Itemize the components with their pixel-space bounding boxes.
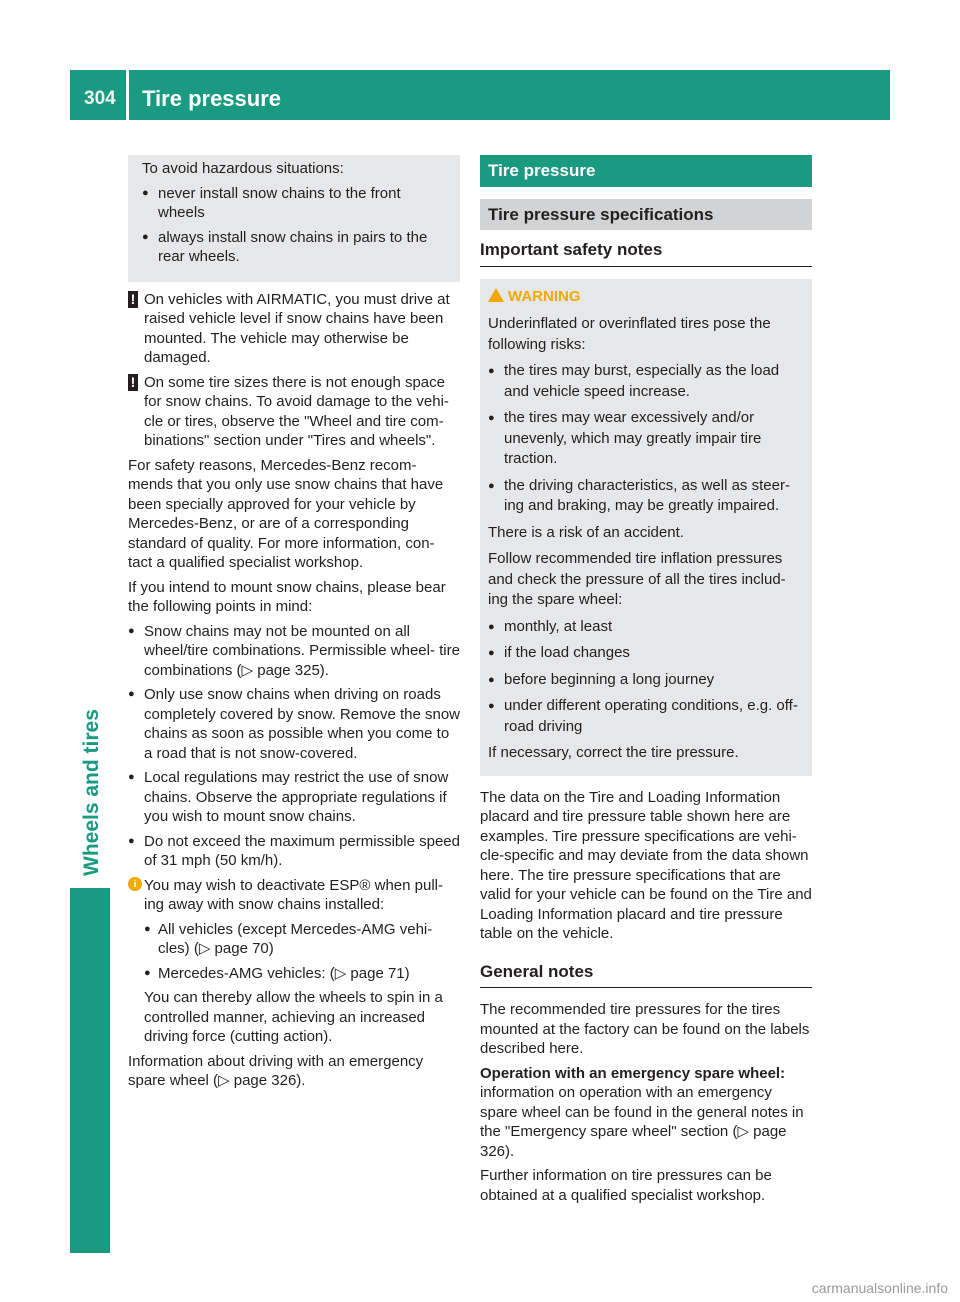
- paragraph: Further information on tire pressures can be obtained at a qualified specialist workshop.: [480, 1167, 772, 1204]
- list-item: ● Local regulations may restrict the use of snow chains. Observe the appropriate regulations if you wish to mount snow chains.: [128, 769, 449, 825]
- list-item: ● Only use snow chains when driving on roads completely covered by snow. Remove the snow chains as soon as possible when you come to a road that is not snow-covered.: [128, 686, 460, 762]
- exclamation-icon: !: [128, 291, 138, 308]
- safety-heading: Important safety notes: [480, 240, 812, 267]
- side-tab-text: Wheels and tires: [80, 709, 103, 876]
- paragraph: You can thereby allow the wheels to spin in a controlled manner, achieving an increased driving force (cutting action).: [144, 989, 443, 1045]
- list-item: ● monthly, at least: [488, 617, 804, 638]
- paragraph: Information about driving with an emergency spare wheel (▷ page 326).: [128, 1052, 424, 1089]
- damage-note: ! On vehicles with AIRMATIC, you must drive at raised vehicle level if snow chains have been mounted. The vehicle may otherwise be damaged.: [128, 290, 460, 368]
- bold-label: Operation with an emergency spare wheel:: [480, 1064, 786, 1082]
- bullet-icon: ●: [128, 771, 135, 783]
- page-title: Tire pressure: [142, 86, 282, 111]
- info-icon: i: [128, 877, 142, 891]
- warning-title: WARNING: [488, 287, 804, 307]
- paragraph: information on operation with an emergency spare wheel can be found in the general notes in the "Emergency spare wheel" section (▷ page 326).: [480, 1084, 804, 1160]
- paragraph: For safety reasons, Mercedes-Benz recom- mends that you only use snow chains that have been specially approved for your vehicle by Mercedes-Benz, or are of a corresponding standard of quality. For more information, con- tact a qualified specialist workshop.: [128, 456, 444, 571]
- exclamation-icon: !: [128, 374, 138, 391]
- warning-box: [480, 279, 812, 776]
- subsection-title: Tire pressure specifications: [480, 199, 812, 231]
- bullet-icon: ●: [488, 365, 495, 377]
- section-title: Tire pressure: [480, 155, 812, 187]
- info-note: i You may wish to deactivate ESP® when pull- ing away with snow chains installed:: [128, 876, 460, 915]
- list-item: ● Do not exceed the maximum permissible speed of 31 mph (50 km/h).: [128, 832, 460, 869]
- bullet-icon: ●: [128, 624, 135, 637]
- warning-triangle-icon: [488, 288, 504, 302]
- bullet-icon: ●: [144, 966, 151, 979]
- damage-note: ! On some tire sizes there is not enough space for snow chains. To avoid damage to the vehi- cle or tires, observe the "Wheel and tire com- binations" section under "Tires and wheels".: [128, 373, 460, 451]
- list-item: ● always install snow chains in pairs to the rear wheels.: [142, 228, 428, 265]
- bullet-icon: ●: [488, 700, 495, 712]
- paragraph: The data on the Tire and Loading Information placard and tire pressure table shown here are examples. Tire pressure specifications are vehi- cle-specific and may deviate from the data shown here. The tire pressure specifications that are valid for your vehicle can be found on the Tire and Loading Information placard and tire pressure table on the vehicle.: [480, 788, 812, 942]
- hazard-intro: To avoid hazardous situations:: [142, 160, 344, 177]
- list-item: ● the tires may wear excessively and/or unevenly, which may greatly impair tire traction.: [488, 409, 762, 467]
- bullet-icon: ●: [128, 688, 135, 700]
- list-item: ● if the load changes: [488, 643, 804, 664]
- bullet-icon: ●: [142, 186, 149, 199]
- list-item: ● under different operating conditions, e.g. off-road driving: [488, 697, 798, 735]
- watermark: carmanualsonline.info: [811, 1280, 948, 1296]
- header-divider: [126, 70, 129, 120]
- list-item: ● before beginning a long journey: [488, 670, 804, 691]
- list-item: ● never install snow chains to the front wheels: [142, 184, 401, 221]
- list-item: ● the driving characteristics, as well as steer- ing and braking, may be greatly impaired.: [488, 476, 790, 514]
- general-heading: General notes: [480, 962, 812, 989]
- paragraph: If necessary, correct the tire pressure.: [488, 744, 739, 761]
- page-header: [70, 70, 890, 120]
- bullet-icon: ●: [142, 230, 149, 243]
- paragraph: Follow recommended tire inflation pressures and check the pressure of all the tires includ- ing the spare wheel:: [488, 550, 786, 608]
- bullet-icon: ●: [488, 620, 495, 633]
- paragraph: [480, 1064, 812, 1084]
- list-item: ● Mercedes-AMG vehicles: (▷ page 71): [144, 964, 410, 982]
- bullet-icon: ●: [128, 834, 135, 847]
- left-column: [128, 155, 460, 1096]
- paragraph: There is a risk of an accident.: [488, 523, 684, 541]
- list-item: ● All vehicles (except Mercedes-AMG vehi- cles) (▷ page 70): [144, 920, 433, 957]
- list-item: ● Snow chains may not be mounted on all wheel/tire combinations. Permissible wheel- tire combinations (▷ page 325).: [128, 622, 460, 679]
- bullet-icon: ●: [144, 922, 151, 935]
- page-number: 304: [84, 88, 116, 109]
- bullet-icon: ●: [488, 412, 495, 424]
- side-tab-marker: [70, 888, 110, 1253]
- list-item: ● the tires may burst, especially as the load and vehicle speed increase.: [488, 362, 780, 400]
- bullet-icon: ●: [488, 479, 495, 492]
- paragraph: Underinflated or overinflated tires pose the following risks:: [488, 315, 771, 353]
- bullet-icon: ●: [488, 673, 495, 686]
- right-column: [480, 155, 812, 1210]
- paragraph: If you intend to mount snow chains, please bear the following points in mind:: [128, 578, 446, 615]
- paragraph: The recommended tire pressures for the tires mounted at the factory can be found on the labels described here.: [480, 1001, 810, 1057]
- hazard-box: [128, 155, 460, 282]
- bullet-icon: ●: [488, 647, 495, 659]
